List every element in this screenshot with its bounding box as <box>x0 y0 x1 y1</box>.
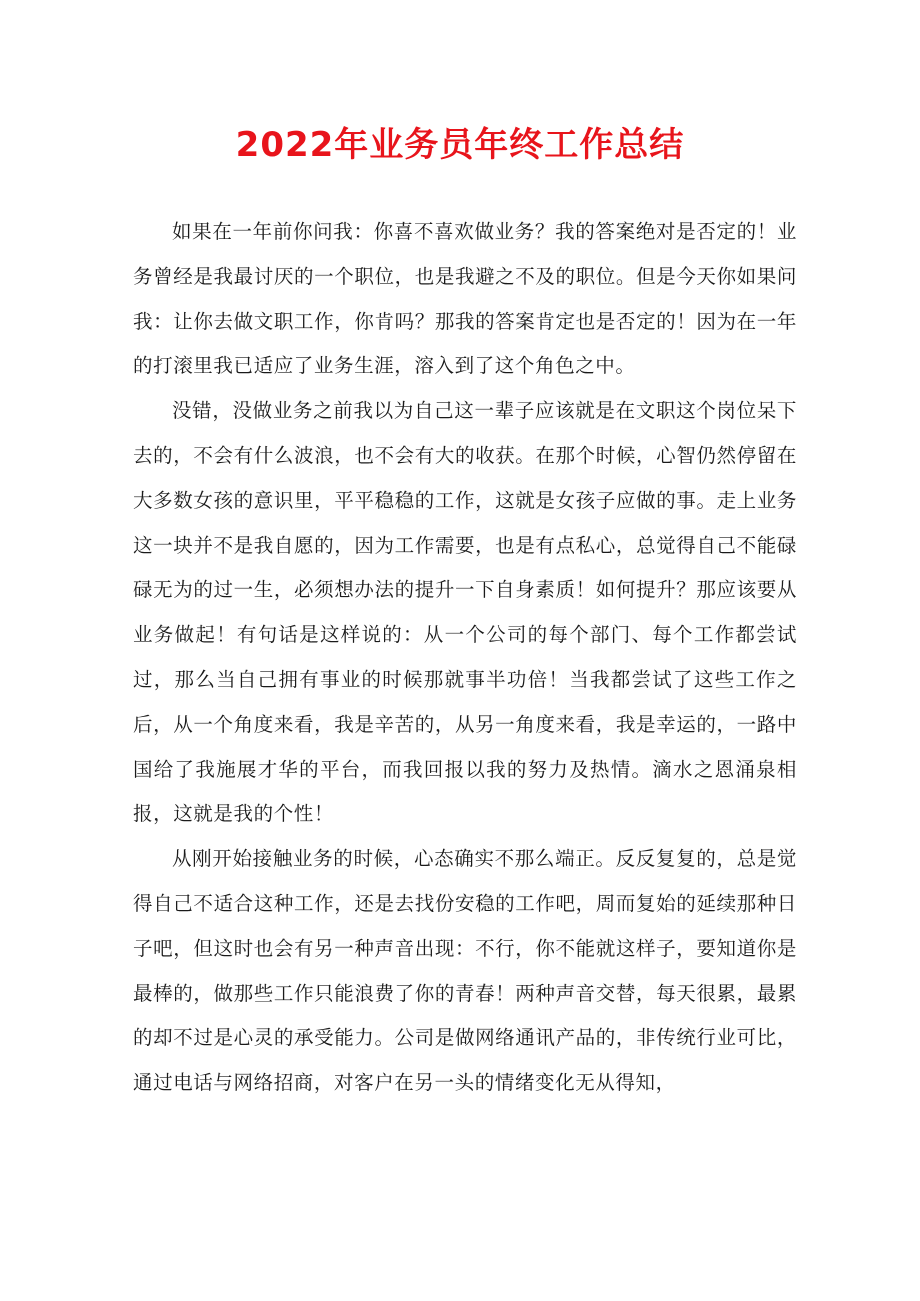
document-body <box>133 210 797 1106</box>
paragraph-1: 如果在一年前你问我：你喜不喜欢做业务？我的答案绝对是否定的！业务曾经是我最讨厌的一个职位，也是我避之不及的职位。但是今天你如果问我：让你去做文职工作，你肯吗？那我的答案肯定也是否定的！因为在一年的打滚里我已适应了业务生涯，溶入到了这个角色之中。 <box>133 220 797 378</box>
document-title: 2022年业务员年终工作总结 <box>235 125 685 165</box>
paragraph-3: 从刚开始接触业务的时候，心态确实不那么端正。反反复复的，总是觉得自己不适合这种工作，还是去找份安稳的工作吧，周而复始的延续那种日子吧，但这时也会有另一种声音出现：不行，你不能就这样子，要知道你是最棒的，做那些工作只能浪费了你的青春！两种声音交替，每天很累，最累的却不过是心灵的承受能力。公司是做网络通讯产品的，非传统行业可比，通过电话与网络招商，对客户在另一头的情绪变化无从得知， <box>133 847 797 1095</box>
paragraph-2: 没错，没做业务之前我以为自己这一辈子应该就是在文职这个岗位呆下去的，不会有什么波浪，也不会有大的收获。在那个时候，心智仍然停留在大多数女孩的意识里，平平稳稳的工作，这就是女孩子应做的事。走上业务这一块并不是我自愿的，因为工作需要，也是有点私心，总觉得自己不能碌碌无为的过一生，必须想办法的提升一下自身素质！如何提升？那应该要从业务做起！有句话是这样说的：从一个公司的每个部门、每个工作都尝试过，那么当自己拥有事业的时候那就事半功倍！当我都尝试了这些工作之后，从一个角度来看，我是辛苦的，从另一角度来看，我是幸运的，一路中国给了我施展才华的平台，而我回报以我的努力及热情。滴水之恩涌泉相报，这就是我的个性！ <box>133 399 797 826</box>
